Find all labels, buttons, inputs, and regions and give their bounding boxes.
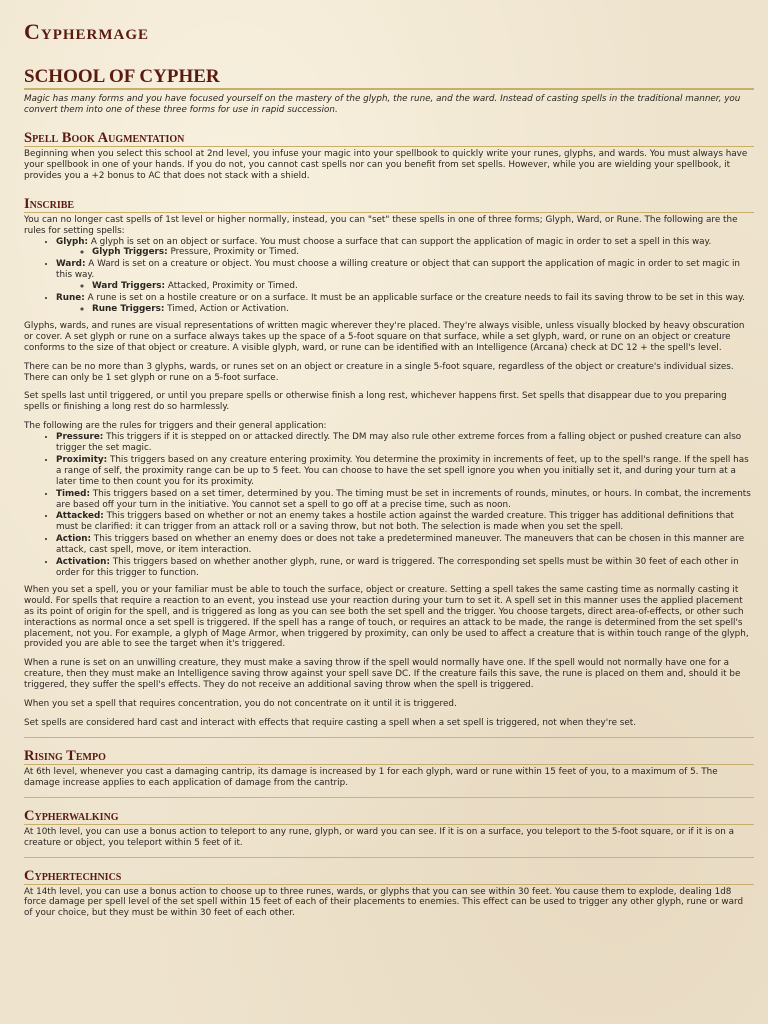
trigger-text: This triggers based on whether or not an enemy takes a hostile action against the warded creature. This trigger has additional definitions that must be clarified: it can trigger from an attack roll or a saving throw, but not both. The selection is made when you set the spell. xyxy=(56,511,734,533)
trigger-text: This triggers based on a set timer, determined by you. The timing must be set in increments of rounds, minutes, or hours. In combat, the increments are based off your turn in the initiative. You cannot set a spell to go off at a precise time, such as noon. xyxy=(56,488,751,510)
spellbook-divider xyxy=(24,146,754,147)
spellbook-text: Beginning when you select this school at 2nd level, you infuse your magic into your spellbook to quickly write your runes, glyphs, and wards. You must always have your spellbook in one of your hands. If you do not, you cannot cast spells nor can you benefit from set spells. However, while you are wielding your spellbook, it provides you a +2 bonus to AC that does not stack with a shield. xyxy=(24,149,748,181)
trigger-text: Attacked, Proximity or Timed. xyxy=(167,281,298,292)
rising-tempo-heading: Rising Tempo xyxy=(24,747,106,764)
page xyxy=(24,18,754,927)
cyphertechnics-heading: Cyphertechnics xyxy=(24,867,122,884)
forms-list xyxy=(24,237,754,315)
inscribe-heading: Inscribe xyxy=(24,195,75,212)
trigger-text: This triggers if it is stepped on or attacked directly. The DM may also rule other extreme forces from a falling object or pushed creature can also trigger the set magic. xyxy=(56,432,742,454)
list-item xyxy=(56,455,754,488)
section-divider xyxy=(24,797,754,798)
form-text: A Ward is set on a creature or object. You must choose a willing creature or object that can support the application of magic in order to set magic in this way. xyxy=(56,259,740,281)
cypherwalking-heading: Cypherwalking xyxy=(24,807,119,824)
trigger-label: Activation: xyxy=(56,557,110,568)
cypherwalking-text: At 10th level, you can use a bonus action to teleport to any rune, glyph, or ward you can see. If it is on a surface, you teleport to the 5-foot square, or if it is on a creature or object, you teleport within 5 feet of it. xyxy=(24,826,735,848)
inscribe-divider xyxy=(24,212,754,213)
section-divider xyxy=(24,857,754,858)
list-item xyxy=(92,281,754,292)
list-item xyxy=(56,293,754,315)
list-item xyxy=(56,259,754,292)
list-item xyxy=(92,304,754,315)
form-text: A rune is set on a hostile creature or on a surface. It must be an applicable surface or the creature needs to fail its saving throw to be set in this way. xyxy=(87,293,745,304)
rising-tempo-divider xyxy=(24,764,754,765)
spellbook-heading: Spell Book Augmentation xyxy=(24,130,185,146)
subclass-divider xyxy=(24,88,754,90)
paragraph: When you set a spell that requires concentration, you do not concentrate on it until it is triggered. xyxy=(24,699,457,710)
intro-text: Magic has many forms and you have focused yourself on the mastery of the glyph, the rune, and the ward. Instead of casting spells in the traditional manner, you convert them into one of these three forms for use in rapid succession. xyxy=(24,94,741,115)
triggers-list xyxy=(24,432,754,579)
trigger-label: Action: xyxy=(56,534,92,545)
trigger-label: Proximity: xyxy=(56,454,108,465)
cyphertechnics-divider xyxy=(24,884,754,885)
paragraph: Set spells last until triggered, or until you prepare spells or otherwise finish a long rest, whichever happens first. Set spells that disappear due to you preparing spells or finishing a long rest do so harmlessly. xyxy=(24,391,727,413)
trigger-text: This triggers based on whether an enemy does or does not take a predetermined maneuver. The maneuvers that can be chosen in this manner are attack, cast spell, move, or item interaction. xyxy=(56,534,745,556)
trigger-text: This triggers based on any creature entering proximity. You determine the proximity in increments of feet, up to the spell's range. If the spell has a range of self, the proximity range can be up to 5 feet. You can choose to have the set spell ignore you when you initially set it, and during your turn at a later time to then count you for its proximity. xyxy=(56,454,749,487)
section-divider xyxy=(24,737,754,738)
trigger-label: Timed: xyxy=(56,488,90,499)
paragraph: The following are the rules for triggers and their general application: xyxy=(24,421,327,432)
list-item xyxy=(56,534,754,556)
trigger-label: Glyph Triggers: xyxy=(92,247,168,258)
form-label: Rune: xyxy=(56,293,85,304)
form-label: Glyph: xyxy=(56,236,89,247)
paragraph: There can be no more than 3 glyphs, wards, or runes set on an object or creature in a single 5-foot square, regardless of the object or creature's individual sizes. There can only be 1 set glyph or rune on a 5-foot surface. xyxy=(24,361,734,383)
cyphertechnics-text: At 14th level, you can use a bonus action to choose up to three runes, wards, or glyphs that you can see within 30 feet. You cause them to explode, dealing 1d8 force damage per spell level of the set spell within 15 feet of each of their placements to enemies. This effect can be used to trigger any other glyph, rune or ward of your choice, but they must be within 30 feet of each other. xyxy=(24,886,744,919)
form-text: A glyph is set on an object or surface. You must choose a surface that can support the application of magic in order to set a spell in this way. xyxy=(90,236,712,247)
form-label: Ward: xyxy=(56,259,86,270)
trigger-label: Attacked: xyxy=(56,511,104,522)
paragraph: When a rune is set on an unwilling creature, they must make a saving throw if the spell would normally have one. If the spell would not normally have one for a creature, then they must make an Intelligence saving throw against your spell save DC. If the creature fails this save, the rune is placed on them and, should it be triggered, they suffer the spell's effects. They do not receive an additional saving throw when the spell is triggered. xyxy=(24,658,741,691)
trigger-text: Pressure, Proximity or Timed. xyxy=(170,247,300,258)
paragraph: When you set a spell, you or your familiar must be able to touch the surface, object or creature. Setting a spell takes the same casting time as normally casting it would. For spells that require a reaction to an event, you instead use your reaction during your turn to set it. A spell set in this manner uses the applied placement as its point of origin for the spell, and is triggered as long as you can see both the set spell and the trigger. You choose targets, direct area-of-effects, or other such interactions as normal once a set spell is triggered. If the spell has a range of touch, or requires an attack to be made, the range is determined from the set spell's placement, not you. For example, a glyph of Mage Armor, when triggered by proximity, can only be used to affect a creature that is within touch range of the glyph, provided you are able to see the target when it's triggered. xyxy=(24,584,749,650)
inscribe-text: You can no longer cast spells of 1st level or higher normally, instead, you can "set" these spells in one of three forms; Glyph, Ward, or Rune. The following are the rules for setting spells: xyxy=(24,214,738,236)
class-title: Cyphermage xyxy=(24,19,150,44)
trigger-label: Rune Triggers: xyxy=(92,303,165,314)
list-item xyxy=(56,557,754,579)
paragraph: Glyphs, wards, and runes are visual representations of written magic wherever they're placed. They're always visible, unless visually blocked by heavy obscuration or cover. A set glyph or rune on a surface always takes up the space of a 5-foot square on that surface, while a set glyph, ward, or rune on an object or creature conforms to the size of that object or creature. A visible glyph, ward, or rune can be identified with an Intelligence (Arcana) check at DC 12 + the spell's level. xyxy=(24,320,745,353)
rising-tempo-text: At 6th level, whenever you cast a damaging cantrip, its damage is increased by 1 for each glyph, ward or rune within 15 feet of you, to a maximum of 5. The damage increase applies to each application of damage from the cantrip. xyxy=(24,766,718,788)
list-item xyxy=(56,237,754,259)
trigger-text: This triggers based on whether another glyph, rune, or ward is triggered. The corresponding set spells must be within 30 feet of each other in order for this trigger to function. xyxy=(56,557,739,578)
list-item xyxy=(92,247,754,258)
trigger-text: Timed, Action or Activation. xyxy=(167,303,289,314)
list-item xyxy=(56,511,754,533)
list-item xyxy=(56,432,754,454)
trigger-label: Ward Triggers: xyxy=(92,281,166,292)
subclass-title: SCHOOL OF CYPHER xyxy=(24,66,220,87)
paragraph: Set spells are considered hard cast and interact with effects that require casting a spell when a set spell is triggered, not when they're set. xyxy=(24,717,637,728)
cypherwalking-divider xyxy=(24,824,754,825)
list-item xyxy=(56,489,754,511)
trigger-label: Pressure: xyxy=(56,432,104,443)
